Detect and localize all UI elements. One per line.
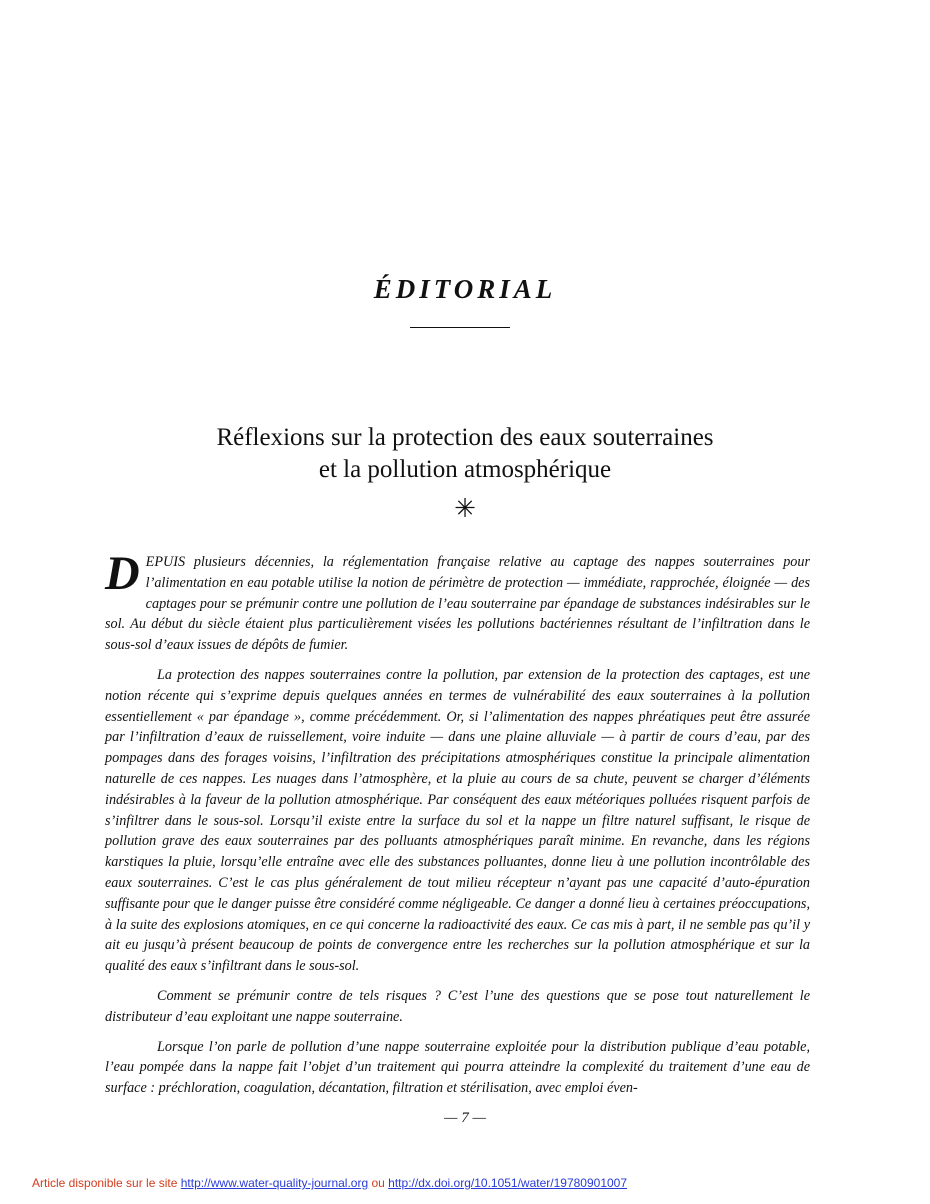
- footer-link-journal[interactable]: http://www.water-quality-journal.org: [180, 1176, 369, 1190]
- article-body: [105, 547, 810, 1108]
- heading-divider: [410, 327, 510, 328]
- article-title: [0, 422, 930, 486]
- footer-link-doi[interactable]: http://dx.doi.org/10.1051/water/19780901007: [388, 1176, 628, 1190]
- paragraph-3: Comment se prémunir contre de tels risques ? C’est l’une des questions que se pose tout naturellement le distributeur d’eau exploitant une nappe souterraine.: [105, 987, 810, 1025]
- footer-availability: [32, 1176, 627, 1190]
- paragraph-1-text: plusieurs décennies, la réglementation française relative au captage des nappes souterraines pour l’alimentation en eau potable utilise la notion de périmètre de protection — immédiate, rapprochée, éloignée — des captages pour se prémunir contre une pollution de l’eau souterraine par épandage de substances indésirables sur le sol. Au début du siècle étaient plus particulièrement visées les pollutions bactériennes résultant de l’infiltration dans le sous-sol d’eaux issues de dépôts de fumier.: [105, 554, 810, 654]
- footer-prefix: Article disponible sur le site: [32, 1176, 181, 1190]
- footer-middle: ou: [368, 1176, 389, 1190]
- editorial-heading: ÉDITORIAL: [373, 274, 557, 304]
- paragraph-4: Lorsque l’on parle de pollution d’une nappe souterraine exploitée pour la distribution publique d’eau potable, l’eau pompée dans la nappe fait l’objet d’un traitement qui pourra atteindre la complexité du traitement d’une eau de surface : préchloration, coagulation, décantation, filtration et stérilisation, avec emploi éven-: [105, 1038, 810, 1097]
- paragraph-1-lead: EPUIS: [145, 554, 186, 570]
- drop-cap: D: [105, 547, 140, 600]
- article-title-line2: et la pollution atmosphérique: [318, 456, 612, 483]
- article-title-line1: Réflexions sur la protection des eaux souterraines: [216, 424, 714, 451]
- page-number: — 7 —: [444, 1110, 486, 1126]
- paragraph-1: [105, 547, 810, 656]
- asterism-ornament-icon: ✳: [454, 494, 476, 523]
- paragraph-2: La protection des nappes souterraines contre la pollution, par extension de la protection des captages, est une notion récente qui s’exprime depuis quelques années en termes de vulnérabilité des eaux souterraines à la pollution essentiellement « par épandage », comme précédemment. Or, si l’alimentation des nappes phréatiques peut être assurée par l’infiltration d’eaux de ruissellement, voire induite — dans une plaine alluviale — à partir de cours d’eau, par des pompages dans des forages voisins, l’infiltration des précipitations atmosphériques constitue la principale alimentation naturelle de ces nappes. Les nuages dans l’atmosphère, et la pluie au cours de sa chute, peuvent se charger d’éléments indésirables à la faveur de la pollution atmosphérique. Par conséquent des eaux météoriques polluées risquent parfois de s’infiltrer dans le sous-sol. Lorsqu’il existe entre la surface du sol et la nappe un filtre naturel suffisant, le risque de pollution grave des eaux souterraines par des polluants atmosphériques paraît minime. En revanche, dans les régions karstiques la pluie, lorsqu’elle entraîne avec elle des substances polluantes, donne lieu à une pollution incontrôlable des eaux souterraines. C’est le cas plus généralement de tout milieu récepteur n’ayant pas une capacité d’auto-épuration suffisante pour que le danger puisse être considéré comme négligeable. Ce danger a donné lieu à certaines préoccupations, à la suite des explosions atomiques, en ce qui concerne la radioactivité des eaux. Ce cas mis à part, il ne semble pas qu’il y ait eu jusqu’à présent beaucoup de points de convergence entre les recherches sur la pollution atmosphérique et sur la qualité des eaux s’infiltrant dans le sous-sol.: [105, 666, 810, 975]
